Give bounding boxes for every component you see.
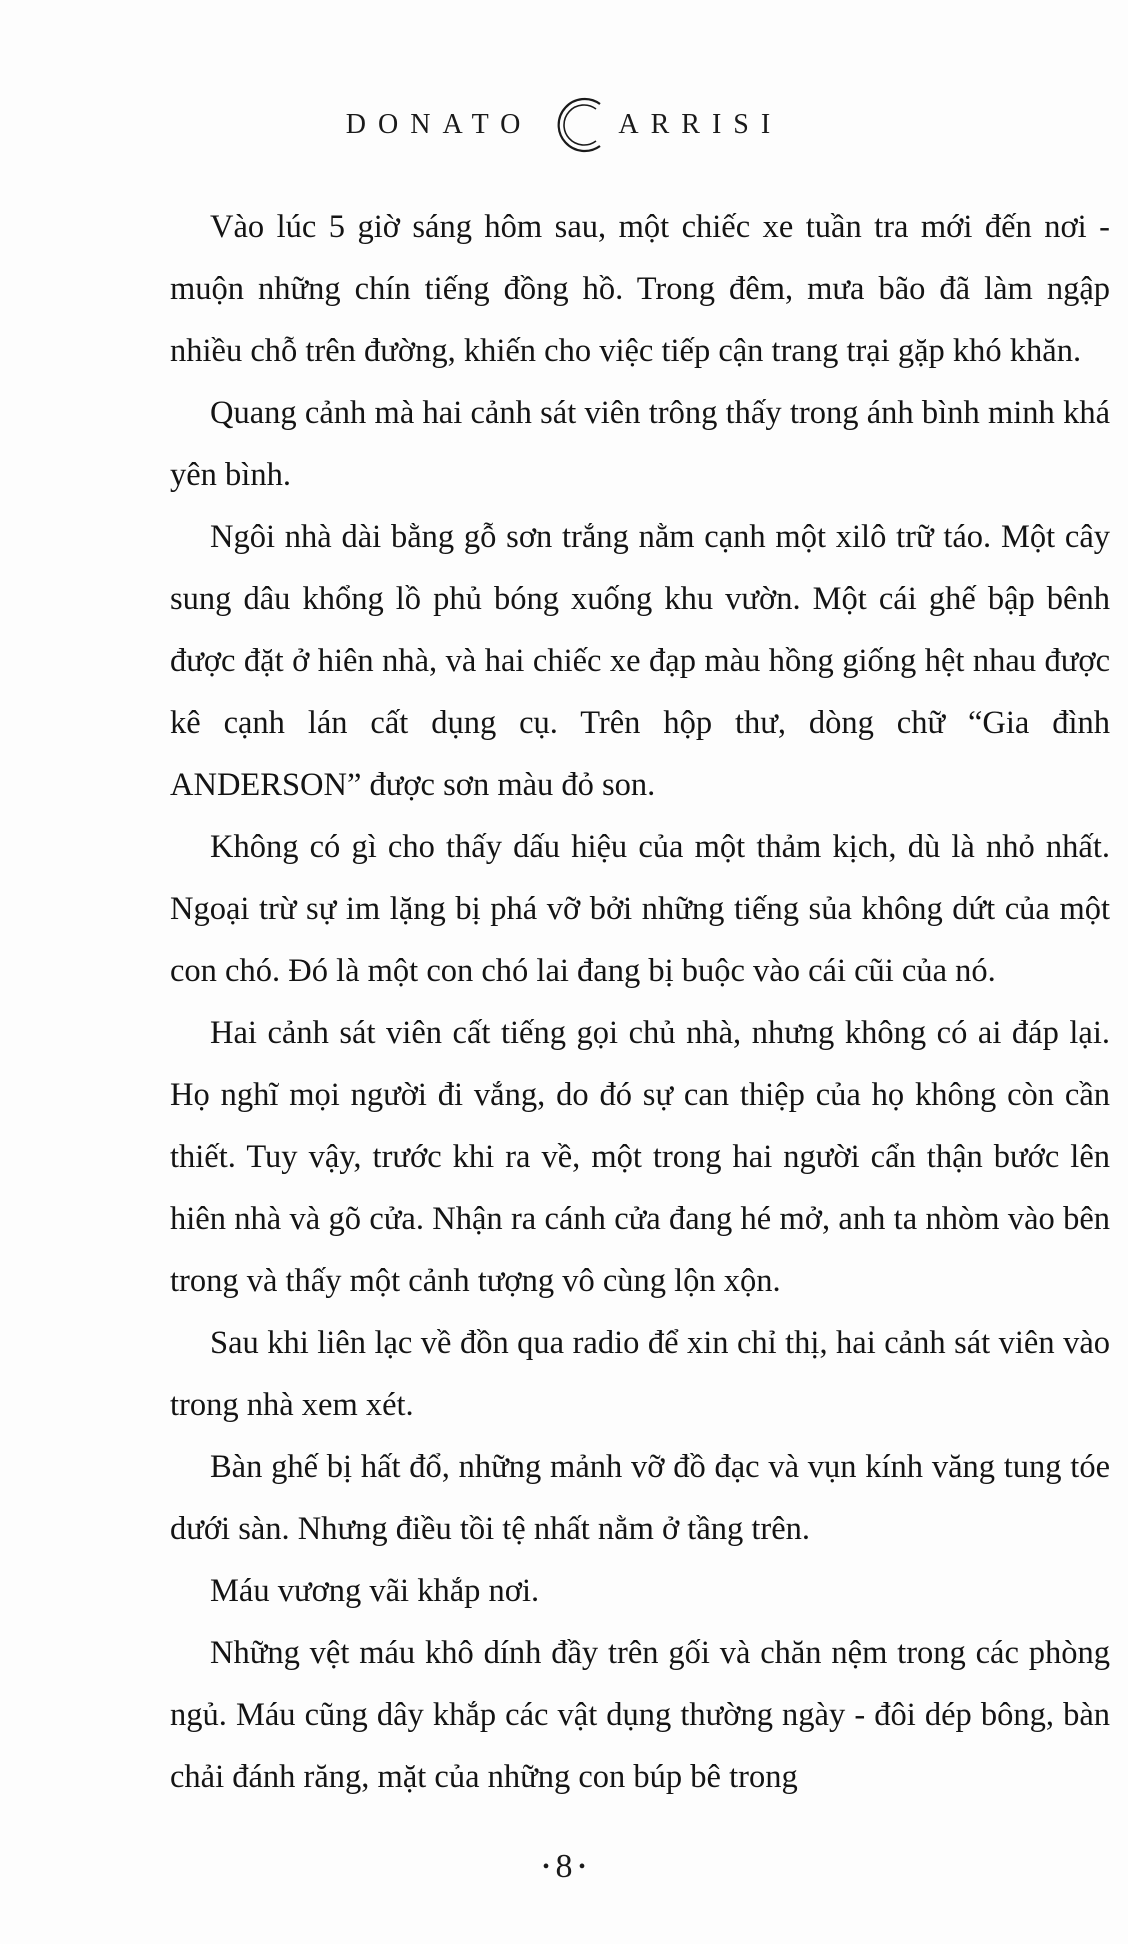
folio-dot-left: • — [542, 1856, 550, 1878]
paragraph: Những vệt máu khô dính đầy trên gối và chăn nệm trong các phòng ngủ. Máu cũng dây khắp các vật dụng thường ngày - đôi dép bông, bàn chải đánh răng, mặt của những con búp bê trong — [170, 1635, 1110, 1795]
paragraph: Hai cảnh sát viên cất tiếng gọi chủ nhà, nhưng không có ai đáp lại. Họ nghĩ mọi người đi vắng, do đó sự can thiệp của họ không còn cần thiết. Tuy vậy, trước khi ra về, một trong hai người cẩn thận bước lên hiên nhà và gõ cửa. Nhận ra cánh cửa đang hé mở, anh ta nhòm vào bên trong và thấy một cảnh tượng vô cùng lộn xộn. — [170, 1015, 1110, 1299]
page-number — [0, 1848, 1128, 1886]
paragraph: Sau khi liên lạc về đồn qua radio để xin chỉ thị, hai cảnh sát viên vào trong nhà xem xét. — [170, 1325, 1110, 1423]
paragraph: Vào lúc 5 giờ sáng hôm sau, một chiếc xe tuần tra mới đến nơi - muộn những chín tiếng đồng hồ. Trong đêm, mưa bão đã làm ngập nhiều chỗ trên đường, khiến cho việc tiếp cận trang trại gặp khó khăn. — [170, 209, 1110, 369]
folio-dot-right: • — [578, 1856, 586, 1878]
paragraph: Máu vương vãi khắp nơi. — [210, 1573, 540, 1609]
body-text — [170, 196, 1110, 1808]
author-last-name: ARRISI — [618, 109, 783, 140]
author-logo-c-icon — [552, 90, 612, 160]
page-number-value: 8 — [555, 1848, 573, 1885]
paragraph: Ngôi nhà dài bằng gỗ sơn trắng nằm cạnh một xilô trữ táo. Một cây sung dâu khổng lồ phủ bóng xuống khu vườn. Một cái ghế bập bênh được đặt ở hiên nhà, và hai chiếc xe đạp màu hồng giống hệt nhau được kê cạnh lán cất dụng cụ. Trên hộp thư, dòng chữ “Gia đình ANDERSON” được sơn màu đỏ son. — [170, 519, 1110, 803]
paragraph: Quang cảnh mà hai cảnh sát viên trông thấy trong ánh bình minh khá yên bình. — [170, 395, 1110, 493]
paragraph: Bàn ghế bị hất đổ, những mảnh vỡ đồ đạc và vụn kính văng tung tóe dưới sàn. Nhưng điều tồi tệ nhất nằm ở tầng trên. — [170, 1449, 1110, 1547]
paragraph: Không có gì cho thấy dấu hiệu của một thảm kịch, dù là nhỏ nhất. Ngoại trừ sự im lặng bị phá vỡ bởi những tiếng sủa không dứt của một con chó. Đó là một con chó lai đang bị buộc vào cái cũi của nó. — [170, 829, 1110, 989]
running-header — [0, 90, 1128, 160]
logo-c-glyph — [552, 90, 612, 160]
author-first-name: DONATO — [345, 109, 533, 140]
